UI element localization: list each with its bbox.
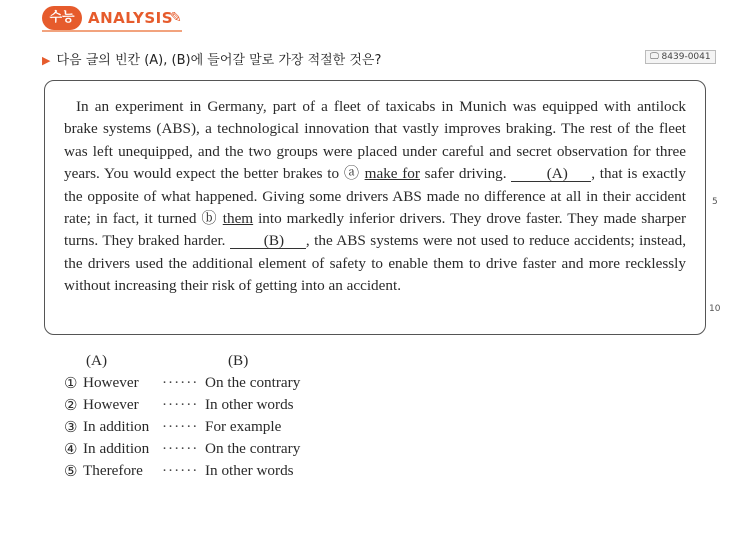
choice-number: ② xyxy=(64,397,78,414)
problem-code: 🖵 8439-0041 xyxy=(645,50,716,64)
analysis-label: ANALYSIS xyxy=(88,9,174,27)
underlined-a: make for xyxy=(364,165,420,183)
choice-a: However xyxy=(83,374,139,391)
line-number-10: 10 xyxy=(709,304,721,314)
blank-b: (B) xyxy=(230,233,306,249)
choice-dots: ······ xyxy=(162,396,199,413)
passage-sentence: , the ABS systems were not used to reduce accidents; instead, the drivers used the additional element of safety to enable them to drive faster and more recklessly without increasing their risk of getting into an accident. xyxy=(64,232,687,295)
question-text: 다음 글의 빈칸 (A), (B)에 들어갈 말로 가장 적절한 것은? xyxy=(56,53,382,68)
question-prompt xyxy=(42,49,381,68)
header-b: (B) xyxy=(228,352,249,369)
pencil-icon: ✎ xyxy=(170,10,182,26)
choice-b: In other words xyxy=(205,462,294,479)
choice-b: On the contrary xyxy=(205,440,301,457)
suneung-pill: 수능 xyxy=(42,6,82,30)
choice-a: However xyxy=(83,396,139,413)
marker-b: ⓑ xyxy=(201,210,218,228)
blank-a: (A) xyxy=(511,166,591,182)
choice-b: In other words xyxy=(205,396,294,413)
header-a: (A) xyxy=(86,352,108,369)
passage xyxy=(64,96,686,298)
badge-underline xyxy=(42,30,182,32)
marker-a: ⓐ xyxy=(343,165,360,183)
line-number-5: 5 xyxy=(712,197,718,207)
choice-number: ⑤ xyxy=(64,463,78,480)
choice-number: ① xyxy=(64,375,78,392)
choice-number: ④ xyxy=(64,441,78,458)
passage-sentence: into markedly inferior drivers. They drove faster. They made sharper turns. They braked harder. xyxy=(64,210,686,250)
choice-b: On the contrary xyxy=(205,374,301,391)
passage-sentence: safer driving. xyxy=(419,165,512,183)
passage-text xyxy=(64,96,686,298)
passage-sentence: In an experiment in Germany, part of a fleet of taxicabs in Munich was equipped with antilock brake systems (ABS), a technological innovation that vastly improves braking. The rest of the fleet was left unequipped, and the two groups were placed under careful and secret observation for three years. You would expect the better brakes to xyxy=(64,98,686,183)
choice-a: In addition xyxy=(83,418,150,435)
choice-number: ③ xyxy=(64,419,78,436)
choice-a: Therefore xyxy=(83,462,143,479)
choice-dots: ······ xyxy=(162,462,199,479)
underlined-b: them xyxy=(222,210,254,228)
choice-a: In addition xyxy=(83,440,150,457)
choice-dots: ······ xyxy=(162,418,199,435)
choice-dots: ······ xyxy=(162,440,199,457)
passage-sentence: , that is exactly the opposite of what happened. Giving some drivers ABS made no difference at all in their accident rate; in fact, it turned xyxy=(64,165,686,228)
triangle-icon: ▶ xyxy=(42,54,51,67)
choice-b: For example xyxy=(205,418,282,435)
choice-dots: ······ xyxy=(162,374,199,391)
analysis-badge xyxy=(42,6,182,30)
